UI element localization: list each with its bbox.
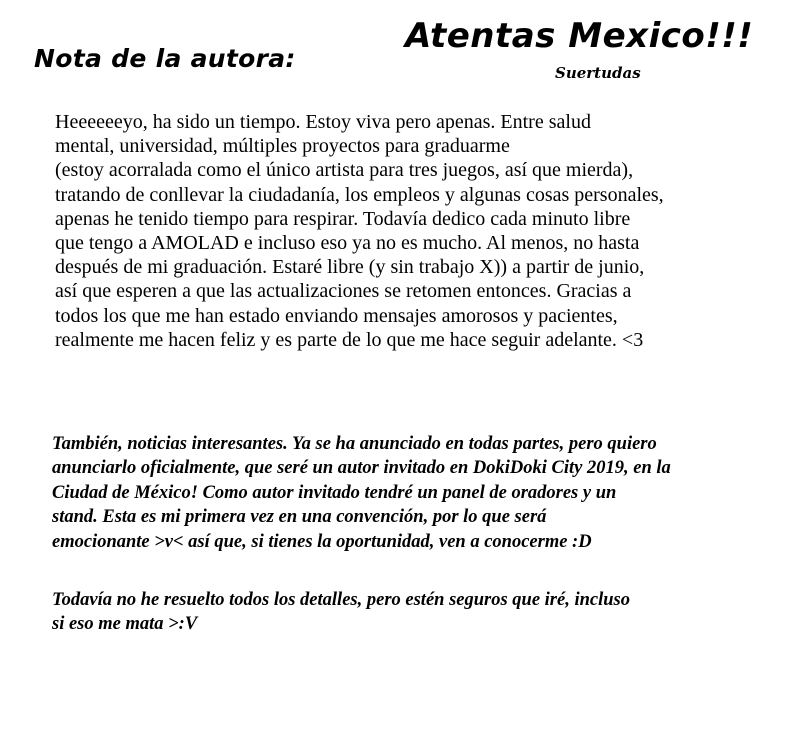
text-line: Heeeeeeyo, ha sido un tiempo. Estoy viva pero apenas. Entre salud [55, 111, 591, 133]
text-line: Todavía no he resuelto todos los detalles, pero estén seguros que iré, incluso [52, 590, 630, 610]
text-line: tratando de conllevar la ciudadanía, los empleos y algunas cosas personales, [55, 183, 664, 206]
paragraph-intro [55, 110, 755, 352]
page-title: Atentas Mexico!!! [405, 16, 754, 56]
text-line: emocionante >v< así que, si tienes la oportunidad, ven a conocerme :D [52, 531, 592, 552]
text-line: También, noticias interesantes. Ya se ha anunciado en todas partes, pero quiero [52, 434, 657, 454]
text-line: apenas he tenido tiempo para respirar. Todavía dedico cada minuto libre [55, 207, 631, 230]
paragraph-news [52, 432, 752, 554]
text-line: después de mi graduación. Estaré libre (y sin trabajo X)) a partir de junio, [55, 256, 645, 279]
note-heading: Nota de la autora: [34, 44, 296, 73]
paragraph-closing [52, 588, 752, 637]
text-line: si eso me mata >:V [52, 614, 198, 635]
text-line: (estoy acorralada como el único artista para tres juegos, así que mierda), [55, 159, 634, 182]
text-line: así que esperen a que las actualizaciones se retomen entonces. Gracias a [55, 280, 632, 303]
byline: Suertudas [555, 64, 641, 82]
text-line: todos los que me han estado enviando mensajes amorosos y pacientes, [55, 304, 618, 327]
text-line: stand. Esta es mi primera vez en una convención, por lo que será [52, 507, 547, 528]
text-line: que tengo a AMOLAD e incluso eso ya no es mucho. Al menos, no hasta [55, 232, 640, 255]
text-line: realmente me hacen feliz y es parte de lo que me hace seguir adelante. <3 [55, 328, 644, 351]
text-line: Ciudad de México! Como autor invitado tendré un panel de oradores y un [52, 482, 617, 503]
text-line: mental, universidad, múltiples proyectos para graduarme [55, 135, 510, 158]
text-line: anunciarlo oficialmente, que seré un autor invitado en DokiDoki City 2019, en la [52, 458, 671, 479]
